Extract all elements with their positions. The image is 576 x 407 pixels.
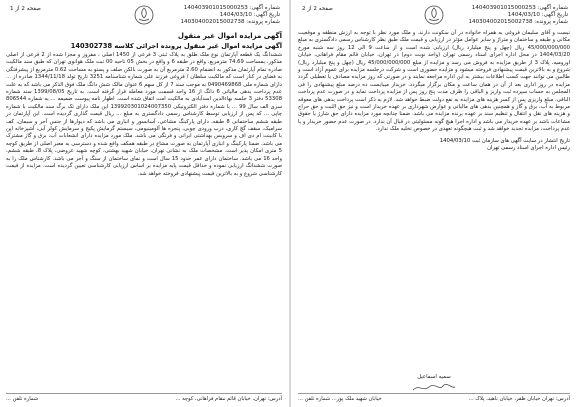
- signature-image: [411, 383, 457, 393]
- signature-block: [298, 138, 570, 153]
- signer-name: سمیه اسماعیل: [417, 374, 451, 380]
- emblem-icon: [133, 4, 155, 26]
- page-number: صفحه 2 از 1: [10, 6, 41, 12]
- notice-date: تاریخ آگهی: 1404/03/10: [507, 12, 568, 18]
- notice-body: ششدانگ یک قطعه آپارتمان نوع ملک طلق به پلاک ثبتی 3 فرعی از 1450 اصلی ، مفروز و مجزا شده از 2 فرعی از اصلی مذکور، بمساحت 74.69 مترمربع، واقع در طبقه 6 و واقع در بخش 05 ناحیه 00 تبت ملک هوانوی تهران که طبق سند مالکیت صادره تمام آپارتمان مذکور به انضمام 2.60 مترمربع آن به صورت بالکن صلف و پستو به مساحت 0.62 مترمربع از پیشرفتگی به فضای در کنار است که مالکیت سلطان / فروغی فرزند علی شماره شناسنامه 3251 تاریخ تولد 1344/11/18 صادره از ... دارای شماره ملی 0490469868 به موجب سند 7 از کل سهم 6 عنوان مالک شش دانگ ملک فوق الذکر می باشد که به علت عدم پرداخت بدهی مالیاتی 6 دانگ از 16 واحد قسمت مورد معامله قرار گرفته است. به تاریخ 1399/08/05 سند شماره 53308 دفتر 3 جلسه بهاءالدین اسدآبادی به مالکیت امت اتفاق شده است. اظهار نامه پیوست ضمیمه ... به شماره 806544 سری الف سال 99 ... با شماره دفتر الکترونیکی 139920301024007350 این ملک دارای تک برگ سند مالکیت با شماره چاپی ... که پس از ارزیابی توسط کارشناس رسمی دادگستری به مبلغ ... ریال قیمت گذاری گردیده است. این آپارتمان در طبقه ششم ساختمانی 8 طبقه، دارای پارکینگ مشاعی، آسانسور و انباری می باشد که دیوارها از جنس آجر و سیمان، کف سرامیک، سقف گچ کاری، درب ورودی چوبی، پنجره ها آلومینیومی، سیستم گرمایش پکیج و سرمایش کولر آبی، آشپزخانه اپن با کابینت ام دی اف و سرویس بهداشتی ایرانی و فرنگی می باشد. ملک مورد مزایده دارای انشعابات آب، برق و گاز مشترک می باشد. ضمنا پارکینگ و انباری آپارتمان به صورت مشاع در طبقه همکف واقع شده و دسترسی به معبر اصلی از طریق کوچه 5 متری امکان پذیر است. مشخصات ملک به نشانی تهران، خیابان شهید بهشتی، کوچه شهید عروضی، پلاک 8، طبقه ششم، واحد 16 می باشد. ساختمان دارای عمر حدود 15 سال است و نمای ساختمان از سنگ و آجر می باشد. کارشناس ملک را به صورت ششدانگ ارزیابی نموده و حداقل قیمت پایه مزایده بر اساس ارزیابی کارشناسی تعیین گردیده است. مزایده از قیمت کارشناسی شروع و به بالاترین قیمت پیشنهادی فروخته خواهد شد.: [6, 52, 283, 177]
- signer-title: رئیس اداره اجرای اسناد رسمی تهران: [487, 145, 570, 152]
- publish-date-note: تاریخ انتشار در سایت آگهی های سازمان ثبت 1404/03/10: [439, 137, 570, 144]
- file-number: شماره پرونده: 140304002015002738: [180, 19, 280, 25]
- notice-number: شماره آگهی: 140403901015000253: [471, 5, 568, 11]
- notice-date: تاریخ آگهی: 1404/03/10: [219, 12, 280, 18]
- notice-title: آگهی مزایده اموال غیر منقول: [177, 32, 282, 40]
- page-header: [298, 4, 570, 30]
- footer-address: آدرس: تهران خیابان ظفر، خیابان ناهید، پلاک ...: [468, 396, 570, 402]
- notice-meta: [180, 5, 280, 26]
- page-divider: [289, 0, 291, 407]
- notice-subtitle: آگهی مزایده اموال غیر منقول پرونده اجرائی کلاسه 140302738: [70, 42, 282, 50]
- page-footer: [6, 393, 282, 403]
- document-page-right: [292, 0, 576, 407]
- file-number: شماره پرونده: 140304002015002738: [468, 19, 568, 25]
- notice-meta: [468, 5, 568, 26]
- page-number: صفحه 2 از 2: [302, 6, 333, 12]
- footer-phone: شماره تلفن ...: [6, 396, 39, 402]
- emblem-icon: [423, 4, 445, 26]
- notice-number: شماره آگهی: 140403901015000253: [183, 5, 280, 11]
- footer-address: آدرس: تهران، خیابان قائم مقام فراهانی، کوچه ...: [175, 396, 282, 402]
- notice-body: نیست و آقای سلیمان فروغی به همراه خانواده در آن سکونت دارند. و ملک مورد نظر با توجه به ارزش منطقه و موقعیت مکانی و طبقه و ساختمان و متراژ و سایر عوامل مؤثر در ارزیابی و قیمت ملک طبق نظر کارشناس رسمی دادگستری به مبلغ 45/000/000/000 ریال (چهل و پنج میلیارد ریال) ارزیابی شده است و از ساعت 9 الی 12 روز سه شنبه مورخ 1404/03/20 در محل اداره اجرای اسناد رسمی تهران (واحد نوبت دوم) در تهران، خیابان قائم مقام فراهانی، خیابان اورومیه، پلاک 3 از طریق مزایده به فروش می رسد و مزایده از مبلغ 45/000/000/000 ریال (چهل و پنج میلیارد ریال) شروع و به بالاترین قیمت پیشنهادی فروخته میشود و مزایده حضوری است و شرکت درجلسه مزایده برای عموم آزاد است و طالبین می توانند جهت کسب اطلاعات بیشتر به این اداره مراجعه نمایند و در صورتی که روز مزایده مصادف با تعطیلی گردد مزایده در روز اداری بعد از آن در همان ساعت و مکان برگزار میگردد. خریدار میبایست ده درصد مبلغ پیشنهادی را فی المجلس به حساب سپرده ثبت واریز و الباقی را ظرف مدت پنج روز پس از مزایده پرداخت نماید و در صورت عدم پرداخت الباقی، مبلغ واریزی پس از کسر هزینه های مزایده به نفع دولت ضبط خواهد شد. لازم به ذکر است پرداخت بدهی های معوقه مربوط به آب، برق و گاز و همچنین بدهی های مالیاتی و عوارض شهرداری بر عهده خریدار است و نیز حق الثبت و حق حراج و هزینه های نقل و انتقال و تنظیم سند بر عهده برنده مزایده می باشد. ضمنا چنانچه مورد مزایده دارای حق شارژ یا حقوق مشاعات باشد بر عهده خریدار می باشد و اداره اجرا هیچ گونه مسئولیتی در قبال آن ندارد. در صورت عدم حضور خریدار و یا عدم پرداخت، مزایده تجدید خواهد شد و ثبت هیچگونه تعهدی در خصوص تخلیه ملک ندارد.: [298, 30, 571, 133]
- page-footer: [298, 368, 570, 403]
- page-header: [6, 4, 282, 30]
- footer-phone: خیابان شهید ملک پور... شماره تلفن ...: [298, 396, 382, 402]
